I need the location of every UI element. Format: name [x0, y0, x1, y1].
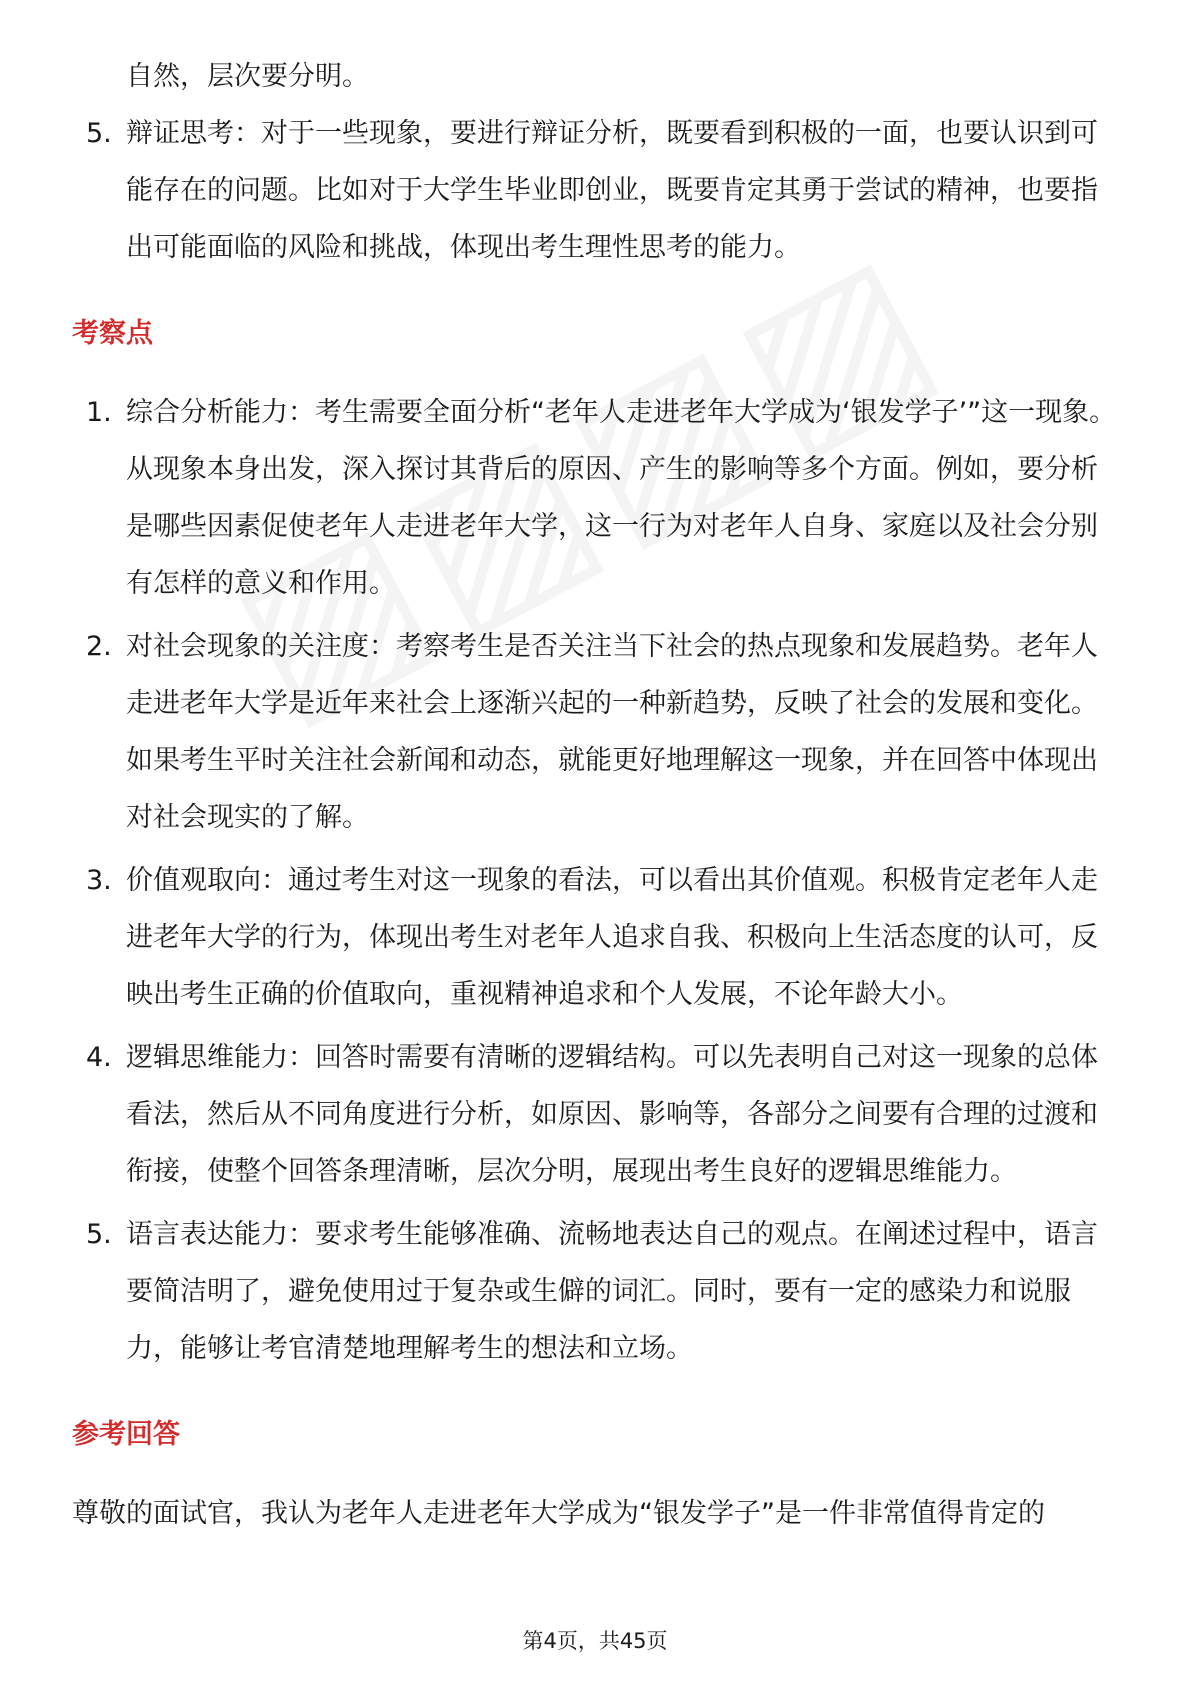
document-page: [72, 46, 1118, 1569]
top-list: [72, 105, 1118, 276]
list-item: [72, 384, 1118, 612]
list-item-number: 5.: [86, 1219, 112, 1250]
list-item-text: 语言表达能力：要求考生能够准确、流畅地表达自己的观点。在阐述过程中，语言要简洁明了，避免使用过于复杂或生僻的词汇。同时，要有一定的感染力和说服力，能够让考官清楚地理解考生的想法和立场。: [126, 1219, 1098, 1364]
list-item-text: 对社会现象的关注度：考察考生是否关注当下社会的热点现象和发展趋势。老年人走进老年大学是近年来社会上逐渐兴起的一种新趋势，反映了社会的发展和变化。如果考生平时关注社会新闻和动态，就能更好地理解这一现象，并在回答中体现出对社会现实的了解。: [126, 631, 1098, 833]
list-item-text: 辩证思考：对于一些现象，要进行辩证分析，既要看到积极的一面，也要认识到可能存在的问题。比如对于大学生毕业即创业，既要肯定其勇于尝试的精神，也要指出可能面临的风险和挑战，体现出考生理性思考的能力。: [126, 118, 1098, 263]
list-item-number: 5.: [86, 118, 112, 149]
list-item: [72, 852, 1118, 1023]
list-item: [72, 618, 1118, 846]
list-item-number: 1.: [86, 397, 112, 428]
section-heading-reference-answer: 参考回答: [72, 1419, 180, 1450]
list-item-text: 价值观取向：通过考生对这一现象的看法，可以看出其价值观。积极肯定老年人走进老年大学的行为，体现出考生对老年人追求自我、积极向上生活态度的认可，反映出考生正确的价值取向，重视精神追求和个人发展，不论年龄大小。: [126, 865, 1098, 1010]
continuation-text: 自然，层次要分明。: [126, 61, 369, 92]
list-item-number: 2.: [86, 631, 112, 662]
list-item-number: 3.: [86, 865, 112, 896]
list-item: [72, 1029, 1118, 1200]
list-item: [72, 105, 1118, 276]
list-item-number: 4.: [86, 1042, 112, 1073]
section-heading-exam-points: 考察点: [72, 318, 153, 349]
reference-answer-paragraph: 尊敬的面试官，我认为老年人走进老年大学成为“银发学子”是一件非常值得肯定的: [72, 1498, 1045, 1529]
list-item: [72, 1206, 1118, 1377]
page-footer: 第4页，共45页: [522, 1629, 668, 1653]
list-item-text: 逻辑思维能力：回答时需要有清晰的逻辑结构。可以先表明自己对这一现象的总体看法，然后从不同角度进行分析，如原因、影响等，各部分之间要有合理的过渡和衔接，使整个回答条理清晰，层次分明，展现出考生良好的逻辑思维能力。: [126, 1042, 1098, 1187]
exam-points-list: [72, 384, 1118, 1377]
list-item-text: 综合分析能力：考生需要全面分析“老年人走进老年大学成为‘银发学子’”这一现象。从现象本身出发，深入探讨其背后的原因、产生的影响等多个方面。例如，要分析是哪些因素促使老年人走进老年大学，这一行为对老年人自身、家庭以及社会分别有怎样的意义和作用。: [126, 397, 1117, 599]
